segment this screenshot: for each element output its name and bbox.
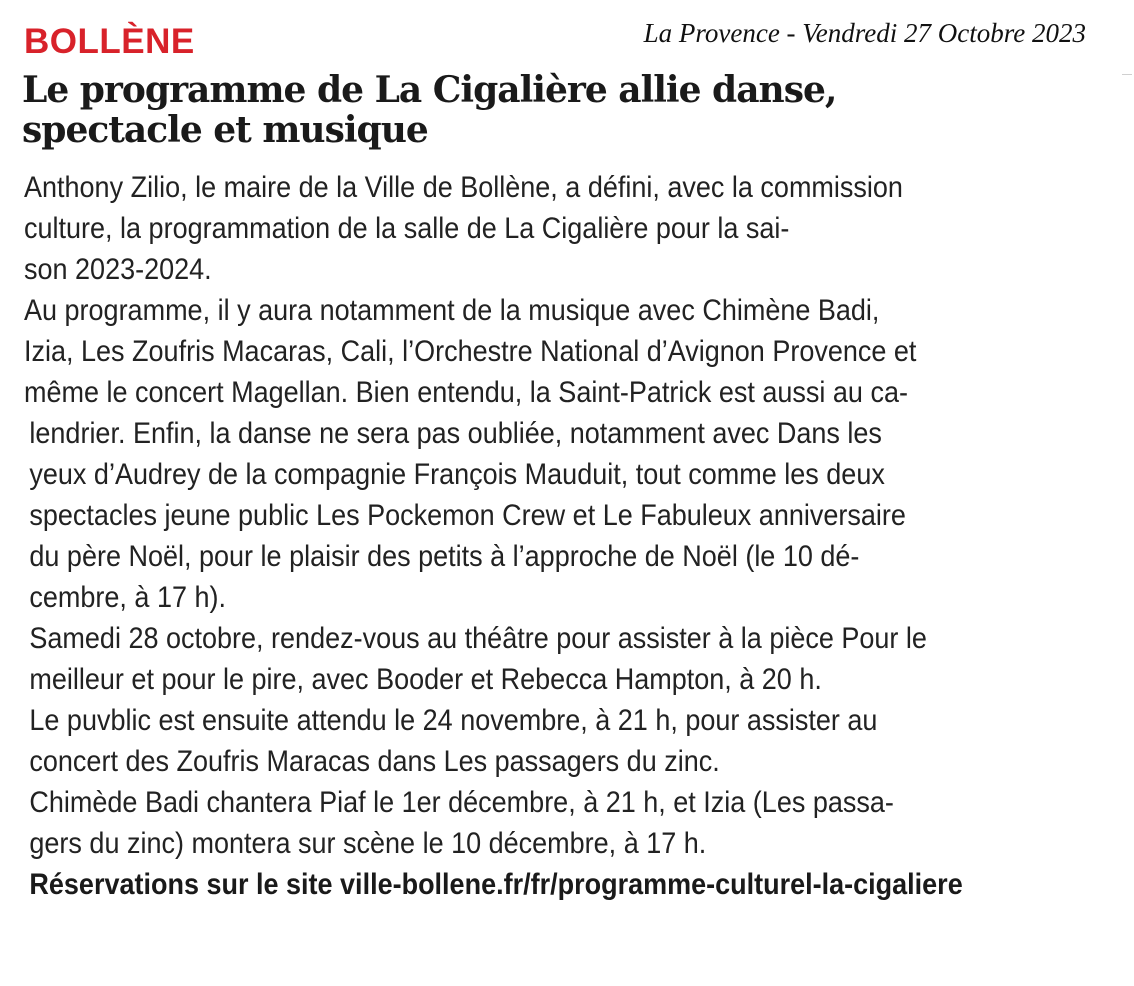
body-line: gers du zinc) montera sur scène le 10 décembre, à 17 h. bbox=[29, 827, 707, 860]
body-line: cembre, à 17 h). bbox=[29, 581, 226, 614]
headline-line-1: Le programme de La Cigalière allie danse, bbox=[22, 69, 837, 111]
reservation-line: Réservations sur le site ville-bollene.fr/fr/programme-culturel-la-cigaliere bbox=[29, 868, 963, 901]
body-line: Anthony Zilio, le maire de la Ville de Bollène, a défini, avec la commission bbox=[24, 171, 903, 204]
newspaper-source-line: La Provence - Vendredi 27 Octobre 2023 bbox=[643, 18, 1086, 48]
body-line: son 2023-2024. bbox=[24, 253, 212, 286]
body-line: spectacles jeune public Les Pockemon Crew et Le Fabuleux anniversaire bbox=[29, 499, 906, 532]
body-line: du père Noël, pour le plaisir des petits à l’approche de Noël (le 10 dé- bbox=[29, 540, 860, 573]
body-line: même le concert Magellan. Bien entendu, la Saint-Patrick est aussi au ca- bbox=[24, 376, 908, 409]
article-body bbox=[24, 167, 1129, 905]
body-line: culture, la programmation de la salle de La Cigalière pour la sai- bbox=[24, 212, 790, 245]
body-line: yeux d’Audrey de la compagnie François Mauduit, tout comme les deux bbox=[29, 458, 885, 491]
body-line: lendrier. Enfin, la danse ne sera pas oubliée, notamment avec Dans les bbox=[29, 417, 882, 450]
body-line: Izia, Les Zoufris Macaras, Cali, l’Orchestre National d’Avignon Provence et bbox=[24, 335, 917, 368]
headline-line-2: spectacle et musique bbox=[22, 109, 428, 151]
article-headline bbox=[22, 70, 1112, 150]
article-kicker: BOLLÈNE bbox=[24, 22, 195, 61]
body-line: Le puvblic est ensuite attendu le 24 novembre, à 21 h, pour assister au bbox=[29, 704, 878, 737]
body-line: concert des Zoufris Maracas dans Les passagers du zinc. bbox=[29, 745, 720, 778]
body-line: Samedi 28 octobre, rendez-vous au théâtre pour assister à la pièce Pour le bbox=[29, 622, 927, 655]
page-edge-mark bbox=[1122, 74, 1132, 75]
body-line: meilleur et pour le pire, avec Booder et Rebecca Hampton, à 20 h. bbox=[29, 663, 822, 696]
body-line: Au programme, il y aura notamment de la musique avec Chimène Badi, bbox=[24, 294, 880, 327]
body-line: Chimède Badi chantera Piaf le 1er décembre, à 21 h, et Izia (Les passa- bbox=[29, 786, 894, 819]
